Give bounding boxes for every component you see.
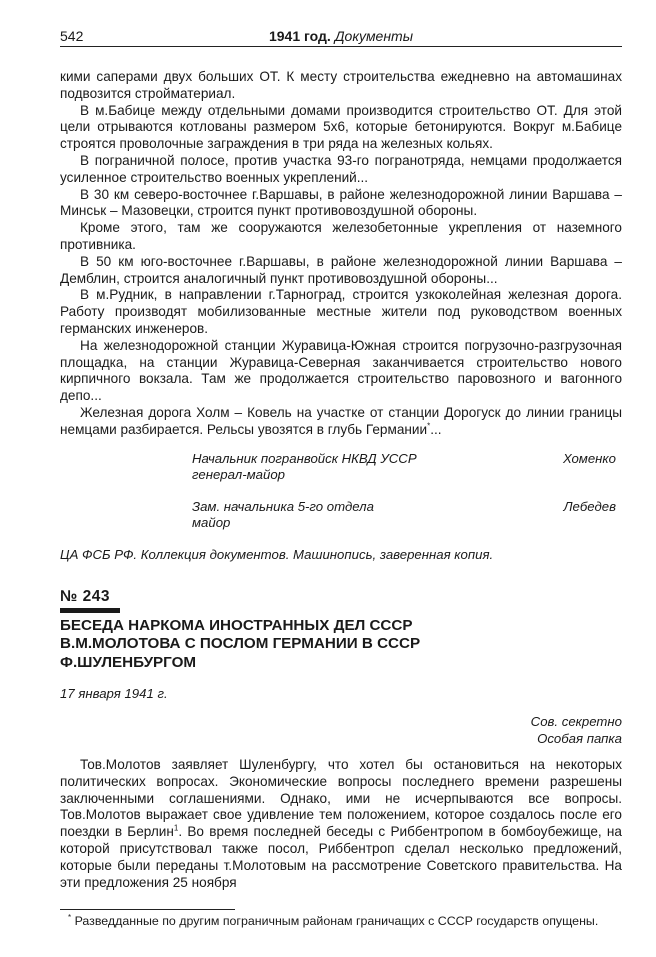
document-page (60, 28, 622, 929)
document-number: № 243 (60, 587, 110, 605)
page-header (60, 28, 622, 47)
running-title-section: Документы (334, 28, 414, 44)
paragraph-text: Железная дорога Холм – Ковель на участке от станции Дорогуск до линии границы немцами разбирается. Рельсы увозятся в глубь Германии (60, 404, 622, 437)
classification-stamp (60, 713, 622, 747)
footnote-mark: * (427, 421, 431, 431)
paragraph-tail: ... (430, 421, 442, 437)
signature-name: Хоменко (562, 450, 616, 466)
running-title-year: 1941 год. (268, 28, 331, 44)
document-title-line: В.М.МОЛОТОВА С ПОСЛОМ ГЕРМАНИИ В СССР (60, 635, 421, 653)
document-title-line: Ф.ШУЛЕНБУРГОМ (60, 653, 197, 671)
document-number-rule (60, 608, 120, 613)
signature-name: Лебедев (563, 498, 616, 514)
paragraph-text: . Во время последней беседы с Риббентропом в бомбоубежище, на которой присутствовал также посол, Риббентроп сделал несколько предложений, которые были переданы т.Молотовым на рассмотрение Советского правительства. На эти предложения 25 ноября (60, 824, 622, 890)
classification-line: Особая папка (537, 731, 622, 747)
running-title (60, 28, 622, 44)
signature-rank: генерал-майор (192, 466, 286, 482)
paragraph: На железнодорожной станции Журавица-Южная строится погрузочно-разгрузочная площадка, на станции Журавица-Северная заканчивается строительство нового кирпичного вокзала. Там же продолжается строительство паровозного и вагонного депо... (60, 337, 622, 404)
footnote-ref: 1 (173, 823, 179, 833)
document-title-line: БЕСЕДА НАРКОМА ИНОСТРАННЫХ ДЕЛ СССР (60, 616, 413, 634)
signature-block (60, 451, 622, 483)
paragraph: В 50 км юго-восточнее г.Варшавы, в районе железнодорожной линии Варшава – Демблин, строится аналогичный пункт противовоздушной обороны... (60, 253, 622, 286)
paragraph: В 30 км северо-восточнее г.Варшавы, в районе железнодорожной линии Варшава – Минськ – Мазовецки, строится пункт противовоздушной обороны. (60, 186, 622, 219)
paragraph (60, 757, 622, 891)
signature-position: Зам. начальника 5-го отдела (192, 498, 374, 514)
signature-rank: майор (192, 514, 231, 530)
signature-block (60, 499, 622, 531)
paragraph: В м.Бабице между отдельными домами производится строительство ОТ. Для этой цели отрываются котлованы размером 5х6, которые бетонируются. Вокруг м.Бабице строятся проволочные заграждения в три ряда на железных кольях. (60, 102, 622, 152)
document-title (60, 617, 622, 673)
page-number: 542 (60, 28, 84, 44)
previous-document-text (60, 69, 622, 439)
paragraph-text: Тов.Молотов заявляет Шуленбургу, что хотел бы остановиться на некоторых политических вопросах. Экономические вопросы последнего времени разрешены заключенными соглашениями. Однако, ими не исчерпываются все вопросы. Тов.Молотов выражает свое удивление тем положением, которое создалось после его поездки в Берлин (60, 757, 622, 840)
paragraph: В пограничной полосе, против участка 93-го погранотряда, немцами продолжается усиленное строительство военных укреплений... (60, 152, 622, 185)
footnote (60, 914, 622, 929)
footnote-text: Разведданные по другим пограничным районам граничащих с СССР государств опущены. (74, 914, 599, 929)
document-body (60, 757, 622, 891)
paragraph-last (60, 405, 622, 439)
footnote-mark: * (68, 913, 72, 923)
archive-source: ЦА ФСБ РФ. Коллекция документов. Машинопись, заверенная копия. (60, 546, 494, 562)
document-date: 17 января 1941 г. (60, 686, 168, 702)
paragraph: Кроме этого, там же сооружаются железобетонные укрепления от наземного противника. (60, 220, 622, 252)
classification-line: Сов. секретно (530, 714, 622, 730)
paragraph: В м.Рудник, в направлении г.Тарноград, строится узкоколейная железная дорога. Работу производят мобилизованные местные жители под руководством военных германских инженеров. (60, 287, 622, 336)
paragraph: кими саперами двух больших ОТ. К месту строительства ежедневно на автомашинах подвозится стройматериал. (60, 69, 622, 101)
signature-position: Начальник погранвойск НКВД УССР (192, 450, 417, 466)
footnote-rule (60, 909, 235, 910)
